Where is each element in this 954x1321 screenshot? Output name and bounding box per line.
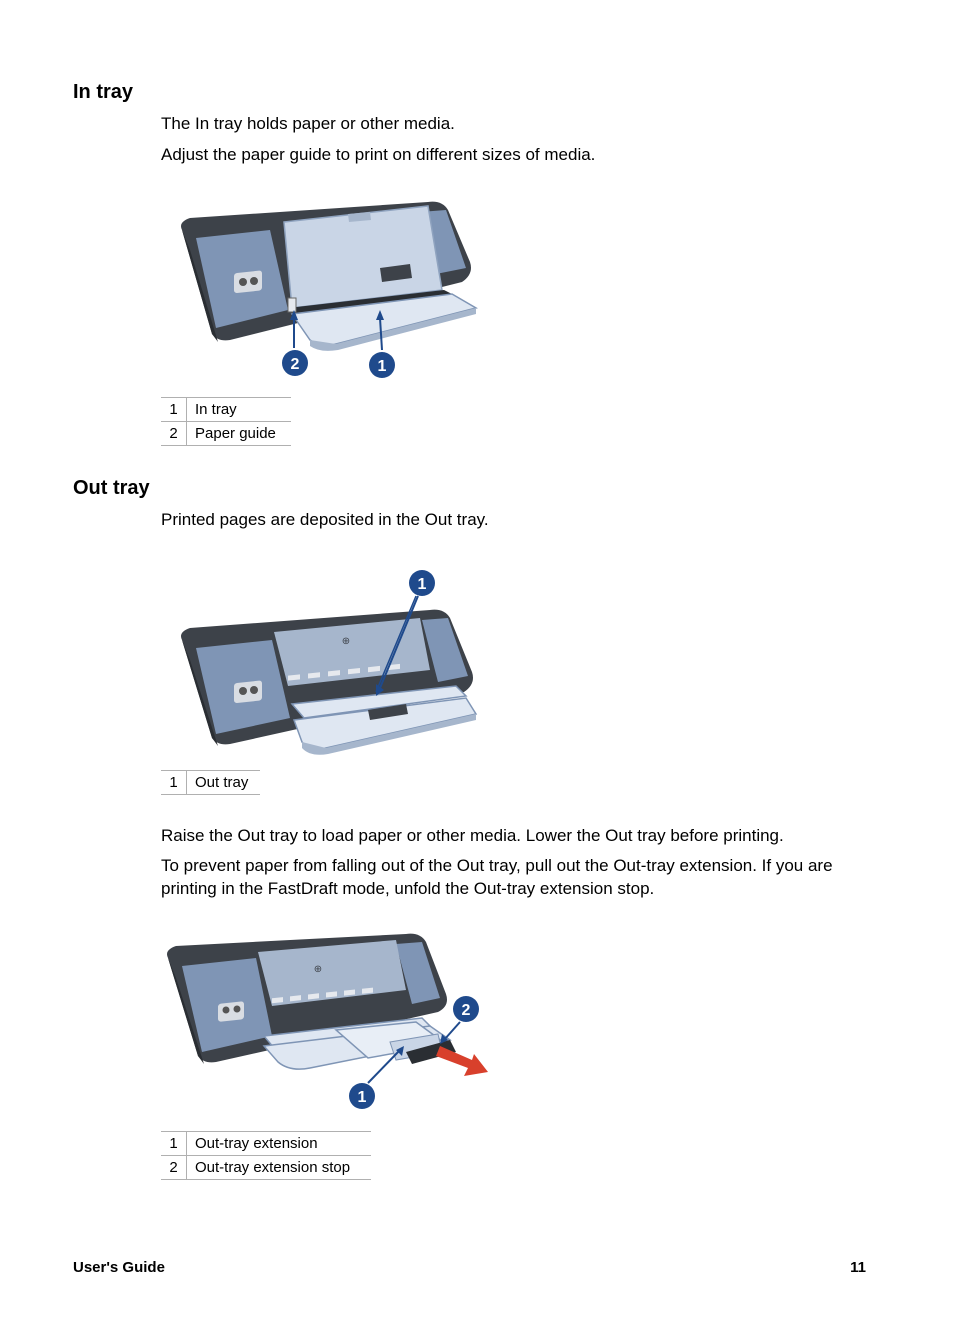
callout-1-icon (369, 352, 395, 378)
out-tray-extension-illustration (160, 928, 495, 1116)
callout-row (161, 398, 291, 422)
out-tray-paragraph-1: Printed pages are deposited in the Out tray. (161, 510, 489, 529)
section-heading-out-tray: Out tray (73, 477, 150, 499)
callout-number: 1 (161, 398, 187, 422)
in-tray-illustration (170, 190, 490, 385)
footer-guide-title: User's Guide (73, 1259, 165, 1276)
callout-number: 2 (161, 422, 187, 446)
in-tray-paragraph-1: The In tray holds paper or other media. (161, 114, 455, 133)
callout-label: Out-tray extension stop (187, 1156, 372, 1180)
out-tray-paragraph-2: Raise the Out tray to load paper or other media. Lower the Out tray before printing. (161, 826, 784, 845)
out-tray-callout-table (161, 770, 260, 795)
callout-number: 1 (161, 771, 187, 795)
callout-row (161, 422, 291, 446)
out-tray-paragraph-3: To prevent paper from falling out of the Out tray, pull out the Out-tray extension. If you are printing in the FastDraft mode, unfold the Out-tray extension stop. (161, 856, 833, 898)
callout-number: 2 (161, 1156, 187, 1180)
callout-row (161, 1132, 371, 1156)
callout-label: Out tray (187, 771, 261, 795)
callout-label: In tray (187, 398, 292, 422)
in-tray-paragraph-2: Adjust the paper guide to print on different sizes of media. (161, 145, 596, 164)
svg-text:⊕: ⊕ (313, 964, 323, 975)
svg-text:2: 2 (290, 356, 300, 373)
svg-text:⊕: ⊕ (341, 636, 351, 647)
svg-text:1: 1 (377, 358, 387, 375)
svg-text:1: 1 (417, 576, 427, 593)
callout-1-icon (409, 570, 435, 596)
callout-label: Out-tray extension (187, 1132, 372, 1156)
svg-text:1: 1 (357, 1089, 367, 1106)
callout-number: 1 (161, 1132, 187, 1156)
callout-2-icon (453, 996, 479, 1022)
svg-text:2: 2 (461, 1002, 471, 1019)
callout-2-icon (282, 350, 308, 376)
footer-page-number: 11 (850, 1259, 866, 1276)
in-tray-callout-table (161, 397, 291, 446)
callout-1-icon (349, 1083, 375, 1109)
callout-row (161, 771, 260, 795)
section-heading-in-tray: In tray (73, 81, 134, 103)
callout-label: Paper guide (187, 422, 292, 446)
out-tray-illustration (170, 562, 490, 757)
out-tray-extension-callout-table (161, 1131, 371, 1180)
callout-row (161, 1156, 371, 1180)
